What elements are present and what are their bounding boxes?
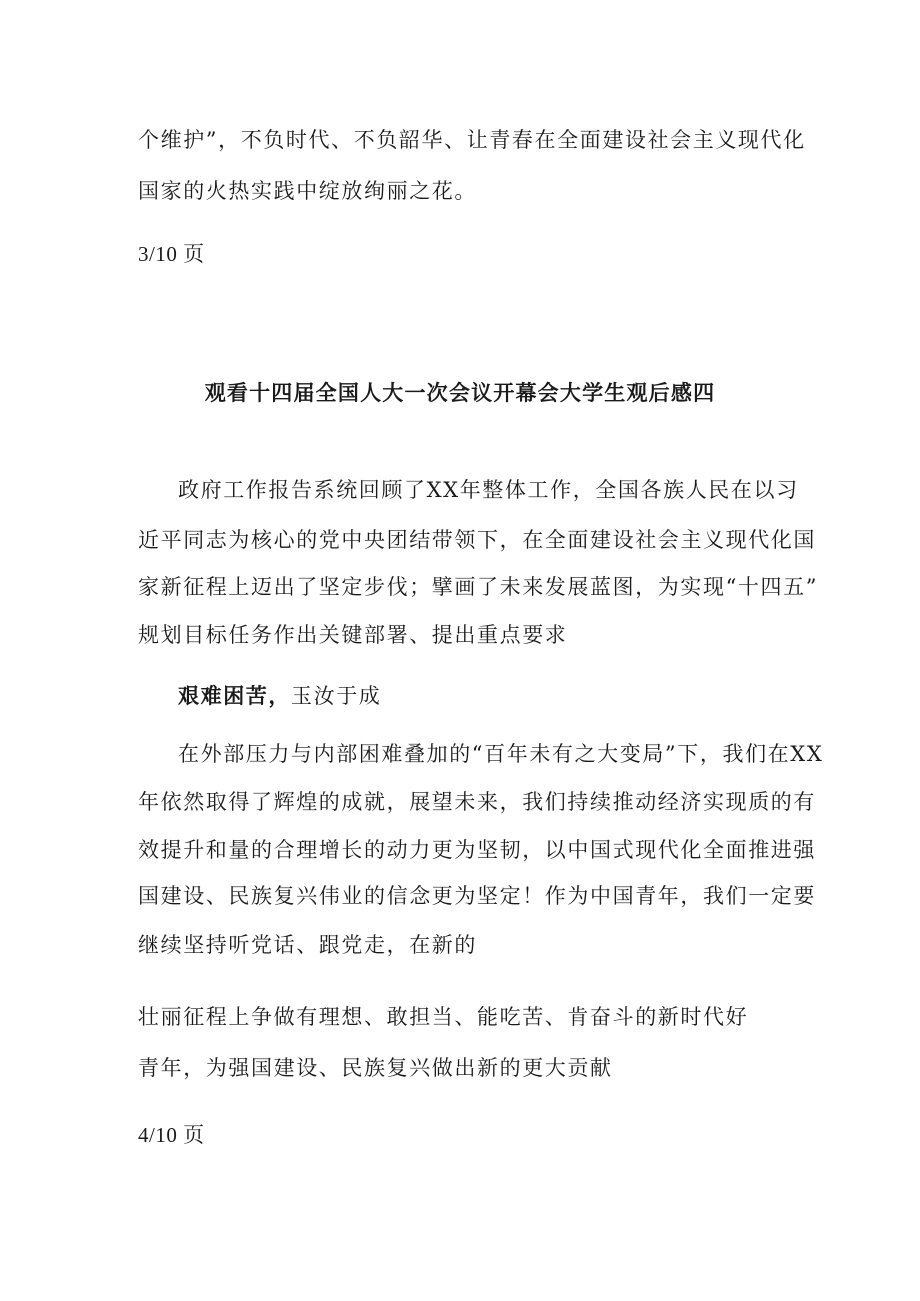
text-line: 个维护”，不负时代、不负韶华、让青春在全面建设社会主义现代化 bbox=[138, 128, 806, 152]
text-line: 壮丽征程上争做有理想、敢担当、能吃苦、肯奋斗的新时代好 bbox=[138, 1005, 749, 1029]
article-title: 观看十四届全国人大一次会议开幕会大学生观后感四 bbox=[204, 380, 716, 405]
text-line: 国家的火热实践中绽放绚丽之花。 bbox=[138, 179, 477, 203]
subheading-normal: 玉汝于成 bbox=[291, 684, 382, 708]
text-line: 继续坚持听党话、跟党走，在新的 bbox=[138, 933, 477, 957]
text-line: 年依然取得了辉煌的成就，展望未来，我们持续推动经济实现质的有 bbox=[138, 790, 816, 814]
subheading bbox=[178, 685, 381, 707]
text-line: 家新征程上迈出了坚定步伐；擘画了未来发展蓝图，为实现“十四五” bbox=[138, 575, 819, 599]
text-line: 效提升和量的合理增长的动力更为坚韧，以中国式现代化全面推进强 bbox=[138, 838, 816, 862]
text-line: 国建设、民族复兴伟业的信念更为坚定！作为中国青年，我们一定要 bbox=[138, 884, 816, 908]
text-line: 规划目标任务作出关键部署、提出重点要求 bbox=[138, 623, 568, 647]
text-line: 政府工作报告系统回顾了XX年整体工作，全国各族人民在以习 bbox=[178, 478, 799, 502]
text-line: 近平同志为核心的党中央团结带领下，在全面建设社会主义现代化国 bbox=[138, 528, 816, 552]
page-number: 4/10 页 bbox=[138, 1123, 205, 1147]
text-line: 青年，为强国建设、民族复兴做出新的更大贡献 bbox=[138, 1056, 613, 1080]
text-line: 在外部压力与内部困难叠加的“百年未有之大变局”下，我们在XX bbox=[178, 742, 824, 766]
subheading-bold: 艰难困苦， bbox=[178, 683, 291, 708]
page-number: 3/10 页 bbox=[138, 242, 205, 266]
